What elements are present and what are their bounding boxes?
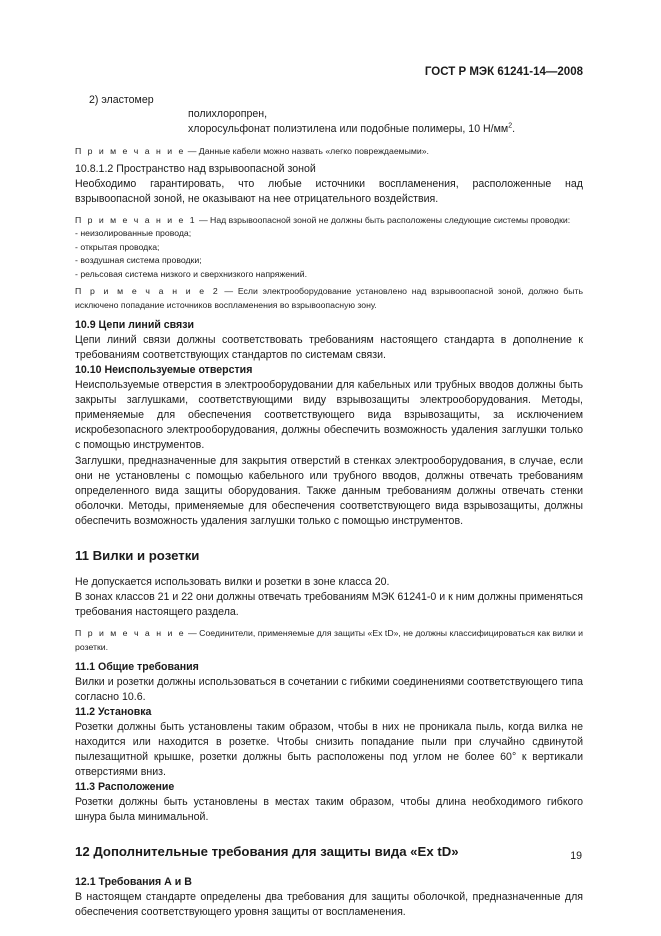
page-number: 19 [570, 850, 582, 862]
section-11-note [75, 626, 583, 654]
note-prefix: П р и м е ч а н и е 2 [75, 286, 220, 296]
section-10-10-p2: Заглушки, предназначенные для закрытия отверстий в стенках электрооборудования, в случае, если они не установлены с помощью кабельного или трубного вводов, должны отвечать требованиям определенного вида защиты оборудования. Также данным требованиям должны отвечать стенки оболочки. Методы, применяемые для обеспечения соответствующего вида взрывозащиты, должны обеспечить возможность удаления заглушки только с помощью инструментов. [75, 455, 583, 527]
document-header: ГОСТ Р МЭК 61241-14—2008 [424, 66, 583, 78]
note-prefix: П р и м е ч а н и е [75, 628, 186, 638]
section-10-10-p1: Неиспользуемые отверстия в электрооборудовании для кабельных или трубных вводов должны быть закрыты заглушками, соответствующими виду взрывозащиты электрооборудования. Методы, применяемые для обеспечения соответствующего вида взрывозащиты, за исключением искробезопасного электрооборудования, должны обеспечить возможность удаления заглушки только с помощью инструментов. [75, 379, 583, 451]
section-11-3-text: Розетки должны быть установлены в местах таким образом, чтобы длина необходимого гибкого шнура была минимальной. [75, 796, 583, 823]
section-11-2-text: Розетки должны быть установлены таким образом, чтобы в них не проникала пыль, когда вилка не находится или находится в розетке. Чтобы снизить попадание пыли при случайно сдвинутой пылезащитной крышке, розетки должны быть расположены под углом не более 60° к вертикали отверстиями вниз. [75, 721, 583, 778]
page-content [75, 93, 583, 920]
section-11-p1: Не допускается использовать вилки и розетки в зоне класса 20. [75, 576, 390, 588]
note-prefix: П р и м е ч а н и е 1 [75, 215, 197, 225]
note-text: — Над взрывоопасной зоной не должны быть расположены следующие системы проводки: [196, 215, 571, 225]
wiring-list [75, 227, 583, 281]
section-11-p2: В зонах классов 21 и 22 они должны отвечать требованиям МЭК 61241-0 и к ним должны применяться требования настоящего раздела. [75, 591, 583, 618]
section-12-heading: 12 Дополнительные требования для защиты вида «Ex tD» [75, 844, 459, 859]
section-12-1-text: В настоящем стандарте определены два требования для защиты оболочкой, предназначенные для обеспечения соответствующего уровня защиты от воспламенения. [75, 891, 583, 918]
list-item: - неизолированные провода; [75, 227, 583, 241]
section-10-9-title: 10.9 Цепи линий связи [75, 319, 195, 331]
note-text: — Если электрооборудование установлено над взрывоопасной зоной, должно быть исключено попадание источников воспламенения во взрывоопасную зону. [75, 286, 584, 310]
section-12-1-title: 12.1 Требования А и В [75, 876, 192, 888]
list-item: - рельсовая система низкого и сверхнизкого напряжений. [75, 268, 583, 282]
elastomer-line2-text: хлоросульфонат полиэтилена или подобные полимеры, 10 Н/мм [188, 123, 509, 135]
list-item: - воздушная система проводки; [75, 254, 583, 268]
note-prefix: П р и м е ч а н и е [75, 146, 186, 156]
note-text: — Данные кабели можно назвать «легко повреждаемыми». [185, 146, 429, 156]
elastomer-line1: полихлоропрен, [188, 108, 268, 120]
section-11-1-text: Вилки и розетки должны использоваться в сочетании с гибкими соединениями соответствующего типа согласно 10.6. [75, 676, 583, 703]
note-2 [75, 284, 583, 312]
section-11-1-title: 11.1 Общие требования [75, 661, 199, 673]
section-10-10-title: 10.10 Неиспользуемые отверстия [75, 364, 253, 376]
section-10-9-text: Цепи линий связи должны соответствовать требованиям настоящего стандарта в дополнение к требованиям соответствующих стандартов по системам связи. [75, 334, 583, 361]
note-text: — Соединители, применяемые для защиты «Ex tD», не должны классифицироваться как вилки и розетки. [75, 628, 583, 652]
section-11-2-title: 11.2 Установка [75, 706, 152, 718]
note-cables [75, 144, 583, 158]
section-10-8-1-2-text: Необходимо гарантировать, что любые источники воспламенения, расположенные над взрывоопасной зоной, не оказывают на нее отрицательного воздействия. [75, 178, 583, 205]
elastomer-line2-end: . [512, 123, 516, 135]
elastomer-superscript: 2 [508, 122, 513, 130]
section-11-heading: 11 Вилки и розетки [75, 548, 200, 563]
list-item: - открытая проводка; [75, 241, 583, 255]
note-1 [75, 213, 583, 227]
elastomer-label: 2) эластомер [89, 94, 154, 106]
section-11-3-title: 11.3 Расположение [75, 781, 175, 793]
section-10-8-1-2-title: 10.8.1.2 Пространство над взрывоопасной зоной [75, 163, 316, 175]
elastomer-line2 [75, 122, 583, 137]
